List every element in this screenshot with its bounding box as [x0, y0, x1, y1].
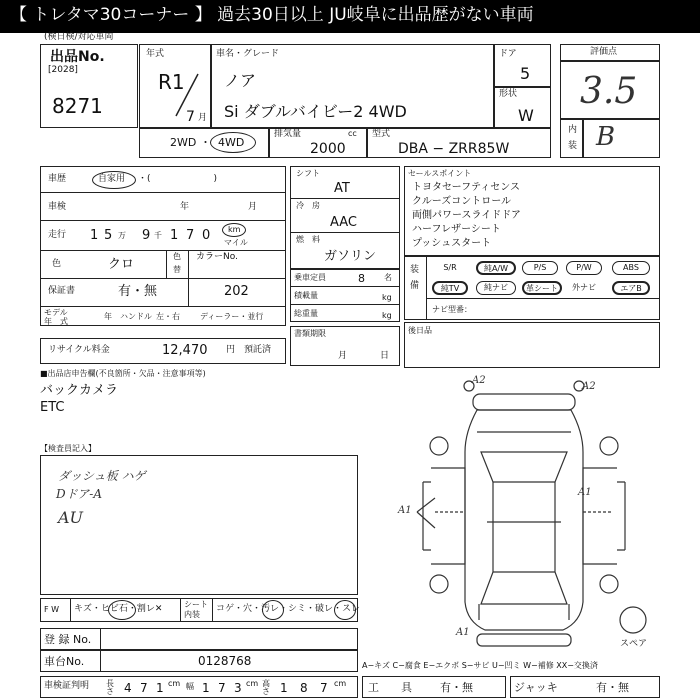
name-label: 車名・グレード [216, 49, 280, 59]
chassis-label: 車台No. [44, 655, 85, 668]
mileage-km: km [228, 225, 241, 234]
gross-unit: kg [382, 311, 392, 320]
equip-abs: ABS [612, 261, 650, 275]
cert-hei-unit: cm [334, 679, 347, 688]
interior-value: B [596, 122, 616, 152]
cert-wid-3: 3 [234, 681, 242, 695]
gross-label: 総重量 [294, 309, 318, 318]
fw-interior-types: コゲ・穴・汚レ・シミ・破レ・スレ [216, 604, 361, 614]
displacement-label: 排気量 [274, 129, 302, 139]
cert-wid-1: 1 [202, 681, 210, 695]
spare-tire-label: スペア [620, 639, 648, 649]
lot-label: 出品No. [50, 49, 105, 65]
seller-note-1: バックカメラ [40, 383, 119, 398]
shape-label: 形状 [499, 89, 518, 99]
sale-point-4: ハーフレザーシート [412, 224, 501, 235]
mileage-d4: 1 [170, 228, 179, 243]
fw-circle-chip [108, 600, 136, 620]
navi-model-label: ナビ型番： [432, 305, 472, 314]
history-value: 自家用 [98, 174, 126, 184]
fw-circle-stain [262, 600, 284, 620]
model-code-value: DBA − ZRR85W [398, 141, 510, 157]
damage-a1-left: A1 [398, 505, 412, 516]
color-label: 色 [52, 259, 62, 269]
equip-alloy-wheel: 純A/W [476, 261, 516, 275]
score-value: 3.5 [580, 71, 638, 112]
cert-width-label: 幅 [186, 682, 194, 691]
equipment-label-2: 備 [410, 281, 420, 291]
model-year-label-1: モデル [44, 308, 68, 317]
car-model: ノア [224, 71, 257, 90]
history-rest: ・( ) [138, 174, 218, 184]
cert-len-1: 4 [124, 681, 132, 695]
damage-a2-right: A2 [582, 381, 596, 392]
sale-point-5: プッシュスタート [412, 238, 492, 249]
seller-notes-label: ■出品店申告欄(不良箇所・欠品・注意事項等) [40, 369, 206, 378]
sale-point-1: トヨタセーフティセンス [412, 182, 520, 193]
ac-value: AAC [330, 215, 357, 230]
equip-tv: 純TV [432, 281, 468, 295]
banner-text: 【 トレタマ30コーナー 】 過去30日以上 JU岐阜に出品歴がない車両 [10, 5, 534, 25]
equip-airbag: エアB [612, 281, 650, 295]
mileage-sen: 千 [154, 231, 162, 240]
damage-a1-bottom: A1 [456, 627, 470, 638]
model-year-lr: 左・右 [156, 312, 180, 321]
equipment-label-1: 装 [410, 265, 420, 275]
doc-expiry-day: 日 [380, 351, 390, 361]
year-era: R1 [158, 70, 185, 94]
later-notes-box [404, 322, 660, 368]
mileage-d2: 5 [104, 228, 113, 243]
sale-points-label: セールスポイント [408, 169, 472, 178]
recycle-value: 12,470 [162, 343, 208, 358]
doors-label: ドア [499, 49, 517, 59]
lot-tag: [2028] [48, 65, 78, 75]
doc-expiry-label: 書類期限 [294, 329, 326, 338]
warranty-label: 保証書 [48, 286, 76, 296]
interior-label-2: 装 [568, 141, 578, 151]
jack-value: 有・無 [596, 681, 629, 694]
fw-circle-wear [334, 600, 356, 620]
color-code-label: カラーNo. [196, 252, 238, 262]
equip-pw: P/W [566, 261, 602, 275]
inspection-year: 年 [180, 202, 190, 212]
seller-note-2: ETC [40, 400, 65, 415]
mileage-d5: 7 [186, 228, 195, 243]
year-label: 年式 [146, 49, 165, 59]
displacement-unit: cc [348, 129, 357, 138]
cert-wid-2: 7 [218, 681, 226, 695]
jack-label: ジャッキ [514, 681, 558, 694]
color-value: クロ [108, 257, 135, 272]
recycle-label: リサイクル料金 [48, 345, 110, 355]
drive-sep: ・ [200, 136, 211, 149]
sale-point-3: 両側パワースライドドア [412, 210, 521, 221]
model-year-year: 年 [104, 312, 112, 321]
cert-length-label: 長さ [106, 679, 114, 696]
registration-label: 登 録 No. [44, 633, 92, 646]
chassis-value: 0128768 [198, 654, 252, 668]
recycle-note: 預託済 [244, 345, 272, 355]
ac-label: 冷 房 [296, 201, 320, 210]
equip-sr: S/R [443, 263, 457, 272]
mileage-man: 万 [118, 231, 126, 240]
sale-point-2: クルーズコントロール [412, 196, 511, 207]
tools-value: 有・無 [440, 681, 473, 694]
cert-hei-2: 8 [300, 681, 308, 695]
cert-label: 車検証判明 [44, 681, 90, 691]
inspector-note-1: ダッシュ板 ハゲ [58, 469, 146, 483]
score-label: 評価点 [590, 47, 618, 57]
fw-seat-1: シート [184, 600, 208, 609]
tools-label: 工 具 [368, 681, 412, 694]
inspector-label: 【検査員記入】 [40, 444, 96, 453]
cert-len-3: 1 [156, 681, 164, 695]
drive-2wd: 2WD [170, 136, 197, 149]
cert-len-2: 7 [140, 681, 148, 695]
model-year-label-2: 年 式 [44, 317, 68, 326]
damage-legend: A−キズ C−腐食 E−エクボ S−サビ U−凹ミ W−補修 XX−交換済 [362, 661, 598, 670]
capacity-unit: 名 [384, 273, 392, 282]
recycle-unit: 円 [226, 345, 236, 355]
fuel-label: 燃 料 [296, 235, 320, 244]
fw-label: F W [44, 605, 60, 614]
color-change-1: 色 [173, 252, 181, 261]
lot-number: 8271 [52, 94, 103, 118]
sub-header: (検日検/対応車両 [44, 32, 114, 42]
fw-seat-2: 内装 [184, 610, 200, 619]
equip-navi: 純ナビ [476, 281, 516, 295]
warranty-value: 有・無 [118, 284, 158, 299]
doors-value: 5 [520, 64, 531, 83]
vehicle-info-box [40, 166, 286, 326]
fw-damage-types: キズ・ヒビ石・割レ✕ [74, 604, 163, 614]
history-label: 車歴 [48, 174, 67, 184]
equip-ps: P/S [522, 261, 558, 275]
cert-hei-3: 7 [320, 681, 328, 695]
capacity-value: 8 [358, 272, 365, 285]
mileage-d3: 9 [142, 228, 151, 243]
color-change-2: 替 [173, 265, 181, 274]
shift-value: AT [334, 181, 350, 196]
displacement-value: 2000 [310, 141, 346, 157]
shape-value: W [518, 106, 534, 125]
load-label: 積載量 [294, 291, 318, 300]
cert-len-unit: cm [168, 679, 181, 688]
damage-a2-left: A2 [472, 375, 486, 386]
shift-label: シフト [296, 169, 320, 178]
car-grade: Si ダブルバイビー2 4WD [224, 102, 407, 121]
inspector-note-3: AU [58, 508, 84, 527]
drive-4wd: 4WD [218, 136, 245, 149]
cert-hei-1: 1 [280, 681, 288, 695]
color-code: 202 [224, 284, 249, 299]
fuel-value: ガソリン [324, 249, 377, 264]
mileage-d1: 1 [90, 228, 99, 243]
doc-expiry-month: 月 [338, 351, 348, 361]
damage-a1-right: A1 [578, 487, 592, 498]
year-month-unit: 月 [198, 113, 208, 123]
cert-wid-unit: cm [246, 679, 259, 688]
mileage-mile: マイル [224, 238, 248, 247]
inspection-label: 車検 [48, 202, 67, 212]
later-notes-label: 後日品 [408, 326, 432, 335]
interior-label-1: 内 [568, 125, 578, 135]
year-month: 7 [186, 109, 195, 125]
inspector-note-2: Dドア-A [56, 487, 102, 501]
model-year-handle: ハンドル [120, 312, 152, 321]
mileage-label: 走行 [48, 230, 67, 240]
car-damage-diagram [395, 372, 665, 652]
equip-leather: 革シート [522, 281, 562, 295]
model-year-dealer: ディーラー・並行 [200, 312, 264, 321]
mileage-d6: 0 [202, 228, 211, 243]
inspection-month: 月 [248, 202, 258, 212]
cert-height-label: 高さ [262, 679, 270, 696]
load-unit: kg [382, 293, 392, 302]
equip-ext-navi: 外ナビ [572, 283, 596, 292]
model-code-label: 型式 [372, 129, 391, 139]
capacity-label: 乗車定員 [294, 273, 326, 282]
